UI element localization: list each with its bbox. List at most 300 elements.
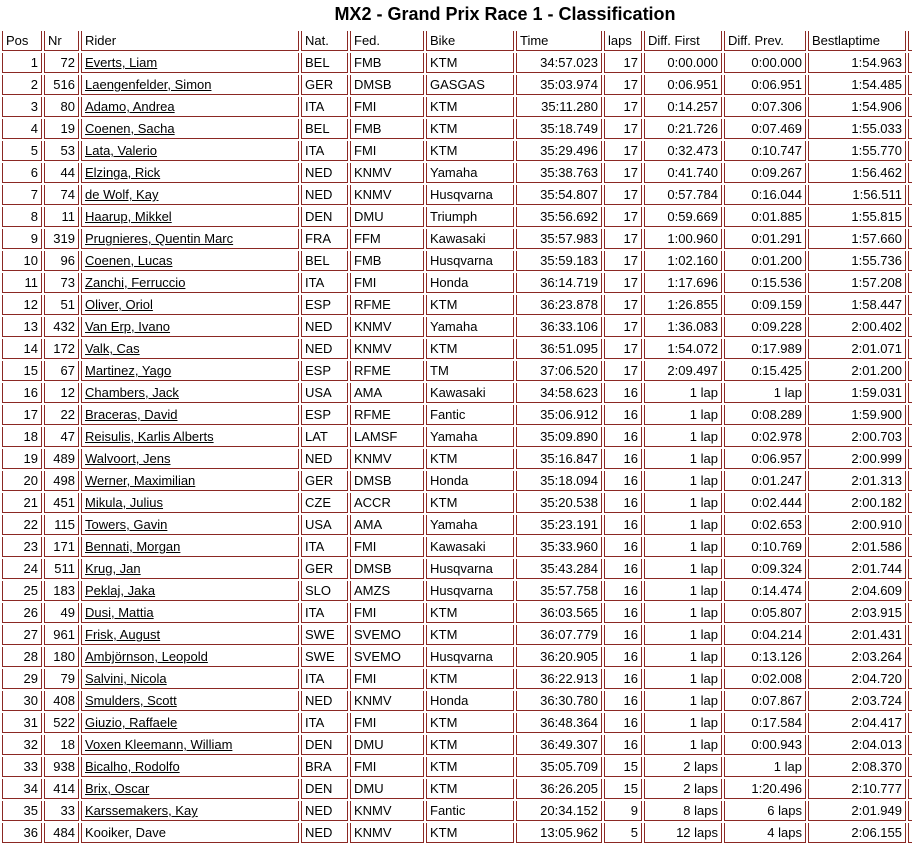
bestlaptime-cell: 1:54.485 [808,75,906,95]
diff_first-cell: 1:36.083 [644,317,722,337]
table-row [2,317,912,337]
nat-cell: BEL [301,119,348,139]
time-cell: 36:14.719 [516,273,602,293]
bike-cell: GASGAS [426,75,514,95]
nat-cell: NED [301,185,348,205]
table-row [2,625,912,645]
nr-cell: 171 [44,537,79,557]
time-cell: 35:54.807 [516,185,602,205]
rider-link[interactable]: Krug, Jan [85,561,141,576]
rider-link[interactable]: Coenen, Lucas [85,253,173,268]
pos-cell: 6 [2,163,42,183]
bike-cell: Honda [426,691,514,711]
rider-link[interactable]: Elzinga, Rick [85,165,161,180]
diff_first-cell: 0:41.740 [644,163,722,183]
rider-cell [81,493,299,513]
diff_prev-cell: 0:06.951 [724,75,806,95]
diff_prev-cell: 0:14.474 [724,581,806,601]
pos-cell: 16 [2,383,42,403]
rider-link[interactable]: Prugnieres, Quentin Marc [85,231,234,246]
laps-cell: 16 [604,581,642,601]
fed-cell: FMB [350,251,424,271]
rider-link[interactable]: Van Erp, Ivano [85,319,171,334]
clipped-cell [908,537,912,557]
clipped-cell [908,273,912,293]
clipped-cell [908,713,912,733]
nat-cell: SLO [301,581,348,601]
diff_prev-cell: 0:08.289 [724,405,806,425]
time-cell: 35:59.183 [516,251,602,271]
rider-link[interactable]: Lata, Valerio [85,143,158,158]
table-row [2,801,912,821]
fed-cell: FMB [350,53,424,73]
diff_prev-cell: 0:02.653 [724,515,806,535]
rider-cell [81,537,299,557]
time-cell: 35:56.692 [516,207,602,227]
nat-cell: ESP [301,295,348,315]
diff_first-cell: 1 lap [644,493,722,513]
diff_first-cell: 2:09.497 [644,361,722,381]
bestlaptime-cell: 1:59.900 [808,405,906,425]
time-cell: 36:51.095 [516,339,602,359]
nr-cell: 414 [44,779,79,799]
fed-cell: AMZS [350,581,424,601]
time-cell: 35:23.191 [516,515,602,535]
rider-link[interactable]: Peklaj, Jaka [85,583,156,598]
pos-cell: 27 [2,625,42,645]
bestlaptime-cell: 2:03.264 [808,647,906,667]
laps-cell: 16 [604,383,642,403]
bike-cell: KTM [426,53,514,73]
time-cell: 35:33.960 [516,537,602,557]
nr-cell: 12 [44,383,79,403]
laps-cell: 16 [604,669,642,689]
bike-cell: TM [426,361,514,381]
rider-cell [81,449,299,469]
table-row [2,471,912,491]
rider-cell [81,119,299,139]
rider-link[interactable]: Laengenfelder, Simon [85,77,212,92]
rider-link[interactable]: Valk, Cas [85,341,140,356]
bike-cell: Yamaha [426,317,514,337]
time-cell: 36:23.878 [516,295,602,315]
header-clipped-column [908,31,912,51]
diff_first-cell: 1 lap [644,603,722,623]
page-title: MX2 - Grand Prix Race 1 - Classification [334,4,676,24]
nat-cell: ITA [301,603,348,623]
rider-cell [81,207,299,227]
nat-cell: BRA [301,757,348,777]
fed-cell: FMI [350,713,424,733]
diff_first-cell: 1 lap [644,735,722,755]
pos-cell: 20 [2,471,42,491]
bestlaptime-cell: 1:58.447 [808,295,906,315]
nr-cell: 74 [44,185,79,205]
nat-cell: ITA [301,273,348,293]
nat-cell: NED [301,449,348,469]
fed-cell: LAMSF [350,427,424,447]
bestlaptime-cell: 1:54.906 [808,97,906,117]
diff_first-cell: 0:14.257 [644,97,722,117]
nat-cell: BEL [301,53,348,73]
time-cell: 35:18.094 [516,471,602,491]
rider-link[interactable]: Mikula, Julius [85,495,164,510]
nr-cell: 183 [44,581,79,601]
clipped-cell [908,449,912,469]
bestlaptime-cell: 2:01.586 [808,537,906,557]
nat-cell: NED [301,339,348,359]
bestlaptime-cell: 2:10.777 [808,779,906,799]
pos-cell: 14 [2,339,42,359]
rider-cell [81,185,299,205]
bike-cell: Yamaha [426,427,514,447]
time-cell: 35:29.496 [516,141,602,161]
diff_first-cell: 1:02.160 [644,251,722,271]
clipped-cell [908,185,912,205]
diff_prev-cell: 0:15.536 [724,273,806,293]
rider-cell [81,295,299,315]
nat-cell: USA [301,515,348,535]
bike-cell: KTM [426,141,514,161]
clipped-cell [908,647,912,667]
bike-cell: KTM [426,625,514,645]
header-nat: Nat. [301,31,348,51]
diff_prev-cell: 0:02.444 [724,493,806,513]
rider-link[interactable]: Bicalho, Rodolfo [85,759,180,774]
nr-cell: 961 [44,625,79,645]
table-row [2,603,912,623]
rider-cell [81,603,299,623]
bike-cell: Husqvarna [426,559,514,579]
fed-cell: KNMV [350,339,424,359]
diff_prev-cell: 0:01.200 [724,251,806,271]
diff_first-cell: 1 lap [644,515,722,535]
rider-cell [81,405,299,425]
rider-link[interactable]: Ambjörnson, Leopold [85,649,208,664]
diff_first-cell: 0:06.951 [644,75,722,95]
fed-cell: DMU [350,207,424,227]
bestlaptime-cell: 2:01.313 [808,471,906,491]
diff_first-cell: 1:00.960 [644,229,722,249]
rider-cell [81,801,299,821]
table-row [2,207,912,227]
rider-link[interactable]: Werner, Maximilian [85,473,196,488]
laps-cell: 15 [604,779,642,799]
diff_prev-cell: 0:06.957 [724,449,806,469]
rider-cell [81,669,299,689]
nat-cell: DEN [301,779,348,799]
table-row [2,405,912,425]
rider-cell [81,317,299,337]
bestlaptime-cell: 2:03.724 [808,691,906,711]
bestlaptime-cell: 1:59.031 [808,383,906,403]
fed-cell: FMB [350,119,424,139]
nat-cell: NED [301,691,348,711]
laps-cell: 17 [604,251,642,271]
nat-cell: ITA [301,537,348,557]
time-cell: 35:43.284 [516,559,602,579]
rider-link[interactable]: Giuzio, Raffaele [85,715,178,730]
clipped-cell [908,801,912,821]
bike-cell: KTM [426,823,514,843]
clipped-cell [908,295,912,315]
nat-cell: SWE [301,647,348,667]
diff_prev-cell: 0:00.000 [724,53,806,73]
rider-cell [81,471,299,491]
bike-cell: Kawasaki [426,537,514,557]
rider-cell [81,515,299,535]
pos-cell: 13 [2,317,42,337]
diff_prev-cell: 0:00.943 [724,735,806,755]
time-cell: 20:34.152 [516,801,602,821]
nat-cell: CZE [301,493,348,513]
pos-cell: 28 [2,647,42,667]
header-nr: Nr [44,31,79,51]
laps-cell: 16 [604,471,642,491]
clipped-cell [908,691,912,711]
nat-cell: ESP [301,405,348,425]
table-row [2,757,912,777]
laps-cell: 16 [604,493,642,513]
clipped-cell [908,141,912,161]
clipped-cell [908,427,912,447]
time-cell: 36:03.565 [516,603,602,623]
bike-cell: Fantic [426,405,514,425]
rider-cell [81,757,299,777]
bestlaptime-cell: 1:55.736 [808,251,906,271]
header-bike: Bike [426,31,514,51]
nr-cell: 47 [44,427,79,447]
nr-cell: 67 [44,361,79,381]
rider-link[interactable]: Haarup, Mikkel [85,209,172,224]
table-row [2,251,912,271]
nr-cell: 522 [44,713,79,733]
rider-link[interactable]: Frisk, August [85,627,161,642]
diff_prev-cell: 0:13.126 [724,647,806,667]
clipped-cell [908,383,912,403]
rider-cell [81,339,299,359]
fed-cell: FMI [350,141,424,161]
bestlaptime-cell: 1:55.033 [808,119,906,139]
rider-link[interactable]: Reisulis, Karlis Alberts [85,429,214,444]
time-cell: 37:06.520 [516,361,602,381]
bike-cell: KTM [426,779,514,799]
rider-link[interactable]: Towers, Gavin [85,517,168,532]
rider-cell [81,361,299,381]
rider-link[interactable]: Walvoort, Jens [85,451,171,466]
time-cell: 36:20.905 [516,647,602,667]
nat-cell: ITA [301,713,348,733]
nr-cell: 408 [44,691,79,711]
rider-link[interactable]: Everts, Liam [85,55,158,70]
table-row [2,427,912,447]
rider-link[interactable]: Brix, Oscar [85,781,150,796]
diff_prev-cell: 0:16.044 [724,185,806,205]
fed-cell: SVEMO [350,625,424,645]
rider-link[interactable]: Dusi, Mattia [85,605,154,620]
rider-link[interactable]: Coenen, Sacha [85,121,175,136]
table-row [2,669,912,689]
diff_first-cell: 1:26.855 [644,295,722,315]
fed-cell: RFME [350,361,424,381]
bestlaptime-cell: 2:04.013 [808,735,906,755]
nat-cell: SWE [301,625,348,645]
diff_prev-cell: 0:01.291 [724,229,806,249]
rider-link[interactable]: Oliver, Oriol [85,297,153,312]
rider-link[interactable]: Chambers, Jack [85,385,179,400]
nat-cell: FRA [301,229,348,249]
diff_prev-cell: 0:10.747 [724,141,806,161]
diff_first-cell: 8 laps [644,801,722,821]
bike-cell: Husqvarna [426,185,514,205]
bike-cell: Yamaha [426,163,514,183]
nr-cell: 115 [44,515,79,535]
bestlaptime-cell: 1:57.660 [808,229,906,249]
diff_first-cell: 1 lap [644,537,722,557]
bike-cell: Husqvarna [426,581,514,601]
nat-cell: GER [301,559,348,579]
rider-link[interactable]: de Wolf, Kay [85,187,159,202]
nr-cell: 938 [44,757,79,777]
pos-cell: 18 [2,427,42,447]
table-row [2,295,912,315]
clipped-cell [908,207,912,227]
pos-cell: 30 [2,691,42,711]
bestlaptime-cell: 2:01.071 [808,339,906,359]
table-row [2,581,912,601]
bestlaptime-cell: 2:01.200 [808,361,906,381]
pos-cell: 25 [2,581,42,601]
diff_prev-cell: 0:09.159 [724,295,806,315]
rider-cell [81,427,299,447]
header-bestlaptime: Bestlaptime [808,31,906,51]
laps-cell: 17 [604,229,642,249]
clipped-cell [908,229,912,249]
diff_first-cell: 1 lap [644,449,722,469]
bike-cell: KTM [426,295,514,315]
diff_first-cell: 1 lap [644,691,722,711]
rider-link[interactable]: Bennati, Morgan [85,539,181,554]
table-row [2,515,912,535]
rider-link[interactable]: Voxen Kleemann, William [85,737,233,752]
time-cell: 35:06.912 [516,405,602,425]
pos-cell: 35 [2,801,42,821]
diff_prev-cell: 0:10.769 [724,537,806,557]
table-row [2,493,912,513]
rider-cell [81,581,299,601]
clipped-cell [908,515,912,535]
header-row [2,31,912,51]
nr-cell: 511 [44,559,79,579]
time-cell: 34:58.623 [516,383,602,403]
rider-link[interactable]: Salvini, Nicola [85,671,167,686]
diff_prev-cell: 0:07.867 [724,691,806,711]
bestlaptime-cell: 1:54.963 [808,53,906,73]
table-row [2,779,912,799]
laps-cell: 17 [604,295,642,315]
table-row [2,185,912,205]
bestlaptime-cell: 2:00.910 [808,515,906,535]
laps-cell: 17 [604,185,642,205]
classification-table [0,29,912,845]
rider-cell [81,735,299,755]
nat-cell: NED [301,317,348,337]
rider-cell [81,229,299,249]
diff_prev-cell: 6 laps [724,801,806,821]
time-cell: 35:57.983 [516,229,602,249]
clipped-cell [908,339,912,359]
diff_first-cell: 1:17.696 [644,273,722,293]
rider-link[interactable]: Martinez, Yago [85,363,172,378]
clipped-cell [908,405,912,425]
nat-cell: NED [301,823,348,843]
rider-link[interactable]: Smulders, Scott [85,693,177,708]
diff_prev-cell: 0:02.008 [724,669,806,689]
pos-cell: 24 [2,559,42,579]
time-cell: 35:16.847 [516,449,602,469]
diff_prev-cell: 0:01.247 [724,471,806,491]
time-cell: 13:05.962 [516,823,602,843]
nr-cell: 432 [44,317,79,337]
time-cell: 35:20.538 [516,493,602,513]
laps-cell: 16 [604,559,642,579]
bike-cell: Husqvarna [426,251,514,271]
pos-cell: 33 [2,757,42,777]
table-row [2,647,912,667]
nr-cell: 96 [44,251,79,271]
header-pos: Pos [2,31,42,51]
nr-cell: 51 [44,295,79,315]
rider-link[interactable]: Braceras, David [85,407,178,422]
diff_prev-cell: 0:02.978 [724,427,806,447]
diff_first-cell: 2 laps [644,757,722,777]
nat-cell: GER [301,75,348,95]
clipped-cell [908,251,912,271]
fed-cell: KNMV [350,317,424,337]
nr-cell: 180 [44,647,79,667]
nr-cell: 80 [44,97,79,117]
laps-cell: 17 [604,207,642,227]
header-rider: Rider [81,31,299,51]
clipped-cell [908,53,912,73]
nr-cell: 484 [44,823,79,843]
diff_first-cell: 1 lap [644,559,722,579]
time-cell: 36:30.780 [516,691,602,711]
rider-link[interactable]: Zanchi, Ferruccio [85,275,186,290]
rider-cell [81,97,299,117]
rider-cell [81,559,299,579]
bike-cell: KTM [426,603,514,623]
nr-cell: 49 [44,603,79,623]
rider-cell [81,779,299,799]
bestlaptime-cell: 1:55.815 [808,207,906,227]
rider-cell [81,75,299,95]
fed-cell: KNMV [350,691,424,711]
time-cell: 35:05.709 [516,757,602,777]
rider-link[interactable]: Karssemakers, Kay [85,803,198,818]
pos-cell: 34 [2,779,42,799]
bestlaptime-cell: 2:01.431 [808,625,906,645]
fed-cell: FMI [350,757,424,777]
rider-cell [81,141,299,161]
pos-cell: 29 [2,669,42,689]
bike-cell: KTM [426,449,514,469]
nr-cell: 319 [44,229,79,249]
fed-cell: FMI [350,537,424,557]
nat-cell: NED [301,801,348,821]
bike-cell: KTM [426,713,514,733]
rider-link[interactable]: Adamo, Andrea [85,99,175,114]
